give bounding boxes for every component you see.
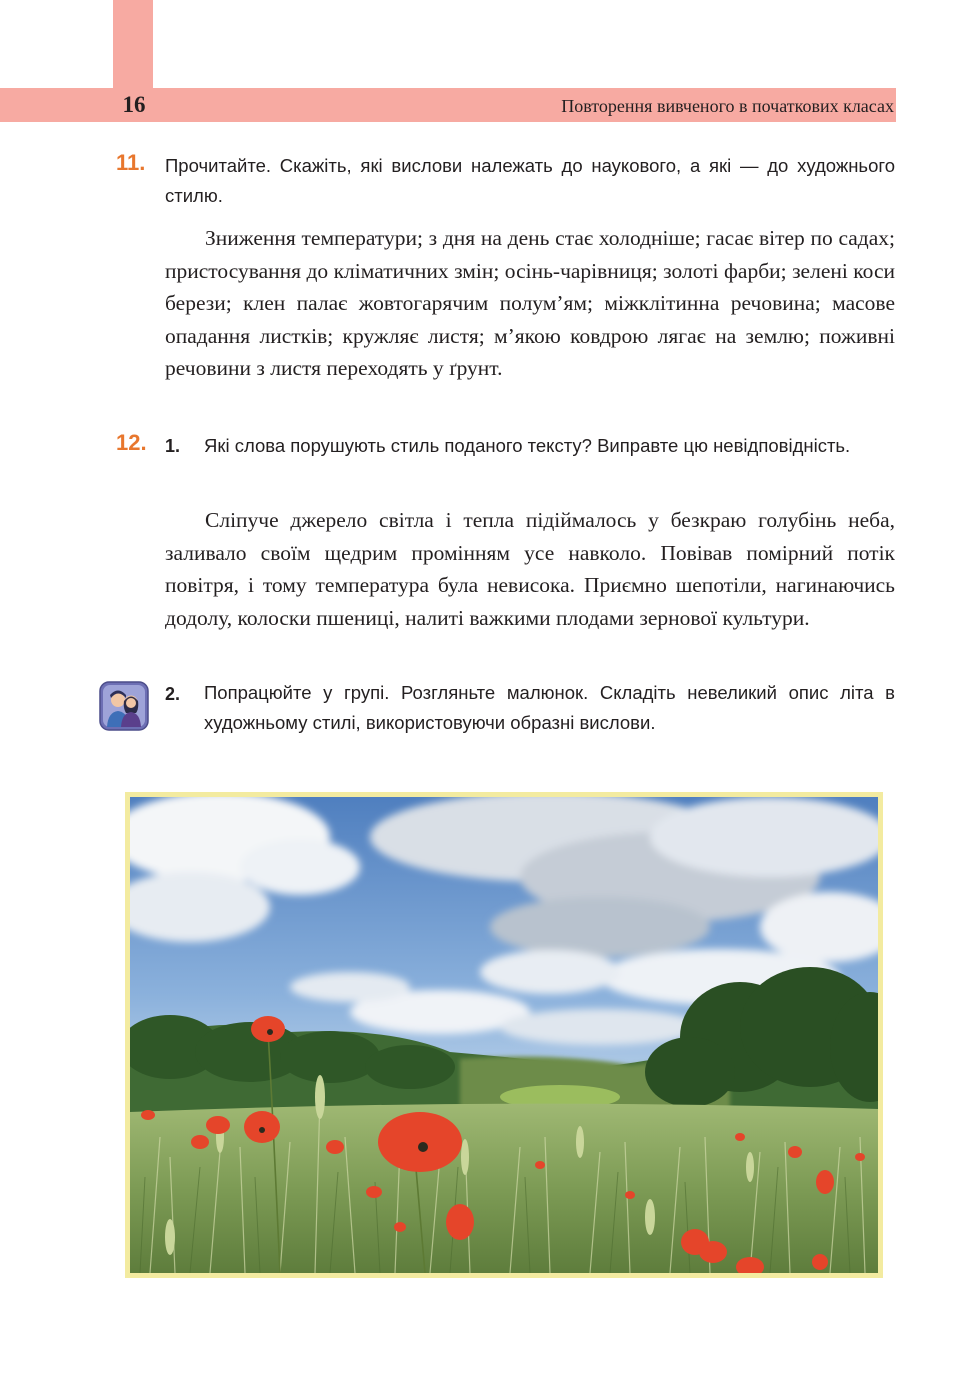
exercise-11-instruction: Прочитайте. Скажіть, які вислови належать до наукового, а які — до художнього стилю. xyxy=(165,155,895,206)
task-1-number: 1. xyxy=(165,436,181,456)
exercise-11-text: Зниження температури; з дня на день стає холодніше; гасає вітер по садах; пристосування до кліматичних змін; осінь-чарівниця; золоті фарби; зелені коси берези; клен палає жовтогарячим полум’ям; міжклітинна речовина; масове опадання листків; кружляє листя; м’якою ковдрою лягає на землю; поживні речовини з листя переходять у ґрунт. xyxy=(165,226,895,380)
exercise-12-text: Сліпуче джерело світла і тепла підіймалось у безкраю голубінь неба, заливало своїм щедрим промінням усе навколо. Повівав помірний потік повітря, і тому температура була невисока. Приємно шепотіли, нагинаючись додолу, колоски пшениці, налиті важкими плодами зернової культури. xyxy=(165,508,895,630)
section-title: Повторення вивченого в початкових класах xyxy=(561,96,894,116)
task-2-number: 2. xyxy=(165,684,181,704)
summer-field-photo xyxy=(125,792,883,1278)
task-2-instruction: Попрацюйте у групі. Розгляньте малюнок. Складіть невеликий опис літа в художньому стилі, використовуючи образні вислови. xyxy=(204,682,895,733)
page-number: 16 xyxy=(122,92,146,117)
exercise-12-number: 12. xyxy=(116,430,147,455)
task-1-instruction: Які слова порушують стиль поданого тексту? Виправте цю невідповідність. xyxy=(204,435,851,456)
group-work-icon xyxy=(99,681,149,731)
exercise-11-number: 11. xyxy=(116,150,146,175)
